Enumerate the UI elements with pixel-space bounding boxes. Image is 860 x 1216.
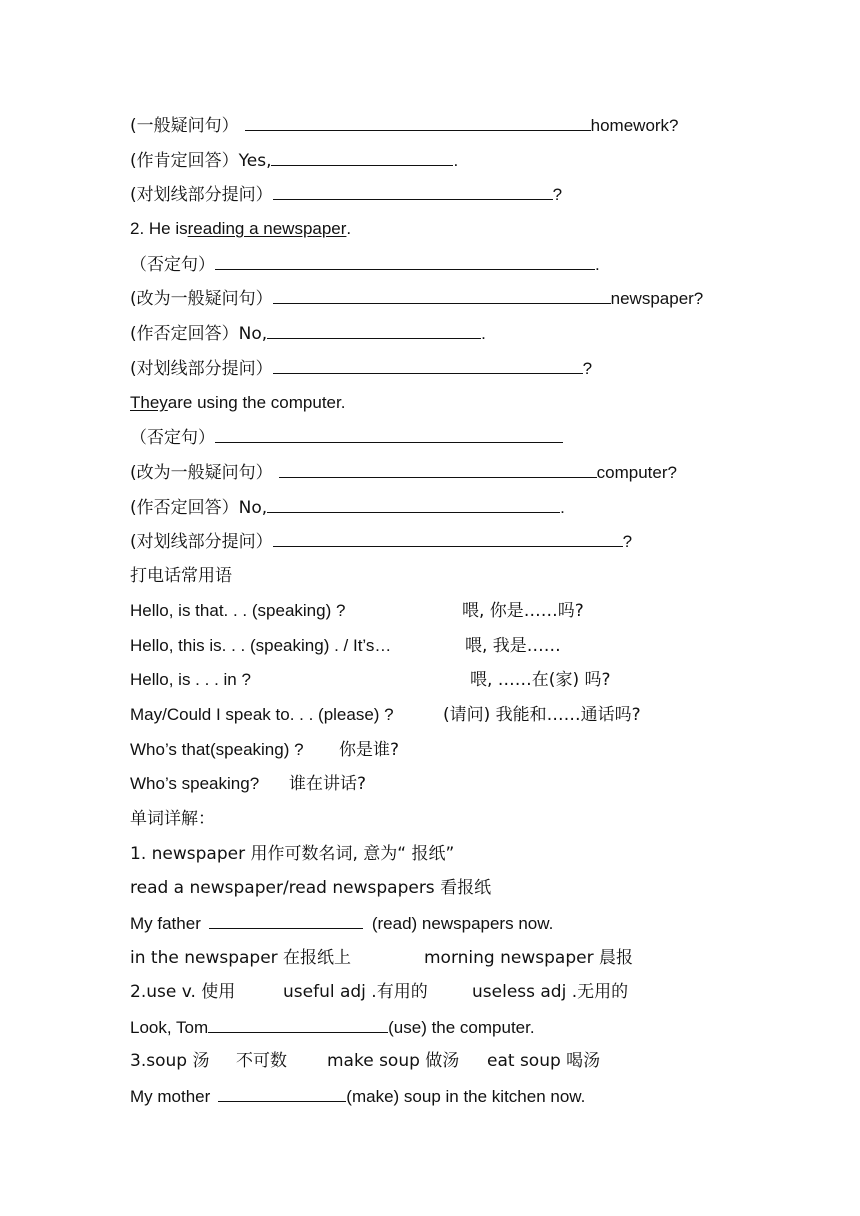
q2-sentence: 2. He isreading a newspaper. bbox=[130, 219, 352, 238]
q1-general-question: (一般疑问句） homework? bbox=[130, 116, 679, 136]
vocab-useful: useful adj .有用的 bbox=[283, 982, 428, 1002]
answer-blank[interactable] bbox=[218, 1085, 346, 1102]
q3-negative-answer: (作否定回答）No, . bbox=[130, 498, 565, 518]
vocab-uncountable: 不可数 bbox=[236, 1051, 287, 1071]
answer-blank[interactable] bbox=[215, 426, 563, 443]
underlined-phrase: reading a newspaper bbox=[187, 219, 347, 238]
phone-phrase-translation: 你是谁? bbox=[339, 740, 400, 760]
answer-blank[interactable] bbox=[279, 461, 597, 478]
answer-blank[interactable] bbox=[271, 149, 453, 166]
exercise-make: My mother (make) soup in the kitchen now. bbox=[130, 1087, 586, 1106]
phone-phrase-translation: 喂, 我是…… bbox=[465, 636, 561, 656]
phone-phrase: Who’s that(speaking) ? bbox=[130, 740, 304, 759]
q3-general-question: (改为一般疑问句） computer? bbox=[130, 463, 677, 483]
underlined-subject: They bbox=[130, 393, 168, 412]
answer-blank[interactable] bbox=[215, 253, 595, 270]
vocab-soup: 3.soup 汤 bbox=[130, 1051, 210, 1071]
phone-phrase-translation: 谁在讲话? bbox=[289, 774, 367, 794]
section-heading-vocabulary: 单词详解： bbox=[130, 809, 215, 829]
q1-affirmative-answer: (作肯定回答）Yes, . bbox=[130, 151, 459, 171]
phone-phrase: Hello, is that. . . (speaking) ? bbox=[130, 601, 346, 620]
section-heading-phone-phrases: 打电话常用语 bbox=[130, 566, 232, 586]
answer-blank[interactable] bbox=[208, 1016, 388, 1033]
vocab-newspaper: 1. newspaper 用作可数名词, 意为“ 报纸” bbox=[130, 844, 455, 864]
vocab-useless: useless adj .无用的 bbox=[472, 982, 629, 1002]
vocab-phrase: in the newspaper 在报纸上 bbox=[130, 948, 352, 968]
q2-underline-question: (对划线部分提问） ? bbox=[130, 359, 593, 379]
exercise-read: My father (read) newspapers now. bbox=[130, 914, 554, 933]
vocab-use: 2.use v. 使用 bbox=[130, 982, 236, 1002]
exercise-use: Look, Tom (use) the computer. bbox=[130, 1018, 535, 1037]
answer-blank[interactable] bbox=[273, 287, 611, 304]
phone-phrase: Who’s speaking? bbox=[130, 774, 260, 793]
answer-blank[interactable] bbox=[245, 114, 591, 131]
phone-phrase: Hello, this is. . . (speaking) . / It’s… bbox=[130, 636, 392, 655]
answer-blank[interactable] bbox=[273, 183, 553, 200]
answer-blank[interactable] bbox=[273, 357, 583, 374]
vocab-eat-soup: eat soup 喝汤 bbox=[487, 1051, 601, 1071]
answer-blank[interactable] bbox=[209, 912, 363, 929]
phone-phrase-translation: 喂, 你是……吗? bbox=[462, 601, 584, 621]
vocab-example: read a newspaper/read newspapers 看报纸 bbox=[130, 878, 492, 898]
phone-phrase: May/Could I speak to. . . (please) ? bbox=[130, 705, 394, 724]
q1-underline-question: (对划线部分提问） ? bbox=[130, 185, 563, 205]
phone-phrase-translation: (请问) 我能和……通话吗? bbox=[443, 705, 641, 725]
phone-phrase: Hello, is . . . in ? bbox=[130, 670, 251, 689]
phone-phrase-translation: 喂, ……在(家) 吗? bbox=[470, 670, 611, 690]
q3-sentence: Theyare using the computer. bbox=[130, 393, 346, 412]
vocab-make-soup: make soup 做汤 bbox=[327, 1051, 460, 1071]
q3-negative: （否定句） bbox=[130, 426, 563, 449]
q3-underline-question: (对划线部分提问） ? bbox=[130, 532, 633, 552]
q2-general-question: (改为一般疑问句） newspaper? bbox=[130, 289, 704, 309]
answer-blank[interactable] bbox=[273, 530, 623, 547]
q2-negative: （否定句） . bbox=[130, 255, 600, 275]
answer-blank[interactable] bbox=[267, 322, 481, 339]
vocab-phrase: morning newspaper 晨报 bbox=[424, 948, 633, 968]
q2-negative-answer: (作否定回答）No, . bbox=[130, 324, 486, 344]
answer-blank[interactable] bbox=[267, 496, 560, 513]
